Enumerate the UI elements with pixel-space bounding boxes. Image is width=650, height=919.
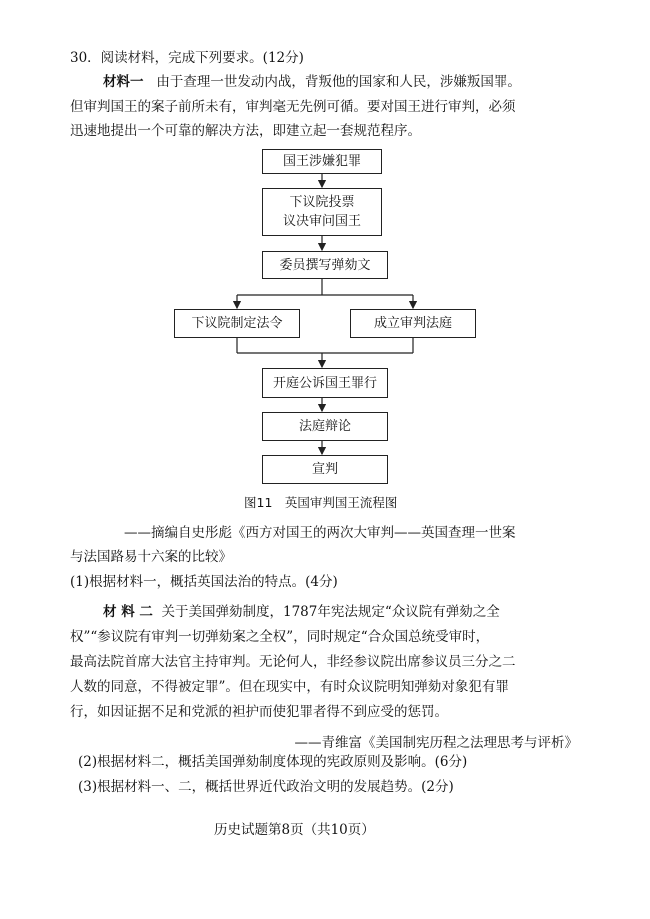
material2-label: 材 料 二 — [103, 604, 153, 620]
flow-step-4-left — [174, 309, 300, 338]
flow-step-1-label: 国王涉嫌犯罪 — [282, 154, 361, 169]
flow-step-6 — [262, 412, 388, 441]
page-footer: 历史试题第8页（共10页） — [214, 822, 375, 838]
material1-line2: 但审判国王的案子前所未有，审判毫无先例可循。要对国王进行审判，必须 — [70, 99, 516, 115]
material2-line2: 权”“参议院有审判一切弹劾案之全权”，同时规定“合众国总统受审时， — [70, 629, 490, 645]
source1-line2: 与法国路易十六案的比较》 — [70, 549, 232, 565]
flow-step-6-label: 法庭辩论 — [298, 419, 351, 434]
source2: ——青维富《美国制宪历程之法理思考与评析》 — [294, 735, 578, 751]
flow-step-5-label: 开庭公诉国王罪行 — [272, 375, 377, 391]
material2-line1: 关于美国弹劾制度，1787年宪法规定“众议院有弹劾之全 — [161, 604, 500, 620]
material2-paragraph — [103, 602, 500, 622]
subquestion-1: (1)根据材料一，概括英国法治的特点。(4分) — [70, 574, 338, 590]
material1-line1: 由于查理一世发动内战，背叛他的国家和人民，涉嫌叛国罪。 — [156, 74, 521, 90]
flow-step-2-label-2: 议决审问国王 — [282, 214, 361, 229]
subquestion-3: (3)根据材料一、二，概括世界近代政治文明的发展趋势。(2分) — [78, 779, 454, 795]
material2-line3: 最高法院首席大法官主持审判。无论何人，非经参议院出席参议员三分之二 — [70, 654, 516, 670]
flow-step-2-label-1: 下议院投票 — [289, 195, 355, 210]
flow-step-7 — [262, 455, 388, 484]
figure-caption: 图11 英国审判国王流程图 — [244, 495, 398, 510]
question-header: 30．阅读材料，完成下列要求。(12分) — [70, 50, 304, 66]
flow-step-4-right-label: 成立审判法庭 — [373, 316, 452, 331]
material1-label: 材料一 — [103, 74, 144, 90]
flow-step-3-label: 委员撰写弹劾文 — [279, 257, 371, 273]
flow-step-2 — [262, 188, 382, 236]
flow-step-4-left-label: 下议院制定法令 — [191, 316, 283, 331]
flow-step-4-right — [350, 309, 476, 338]
flow-step-3 — [262, 251, 388, 279]
flow-step-1 — [262, 149, 382, 174]
flow-step-7-label: 宣判 — [311, 462, 338, 477]
material2-line4: 人数的同意，不得被定罪”。但在现实中，有时众议院明知弹劾对象犯有罪 — [70, 679, 509, 695]
source1-line1: ——摘编自史彤彪《西方对国王的两次大审判——英国查理一世案 — [124, 525, 516, 541]
material2-line5: 行，如因证据不足和党派的袒护而使犯罪者得不到应受的惩罚。 — [70, 704, 448, 720]
flow-step-5 — [262, 368, 388, 398]
subquestion-2: (2)根据材料二，概括美国弹劾制度体现的宪政原则及影响。(6分) — [78, 754, 468, 770]
material1-line3: 迅速地提出一个可靠的解决方法，即建立起一套规范程序。 — [70, 123, 421, 139]
